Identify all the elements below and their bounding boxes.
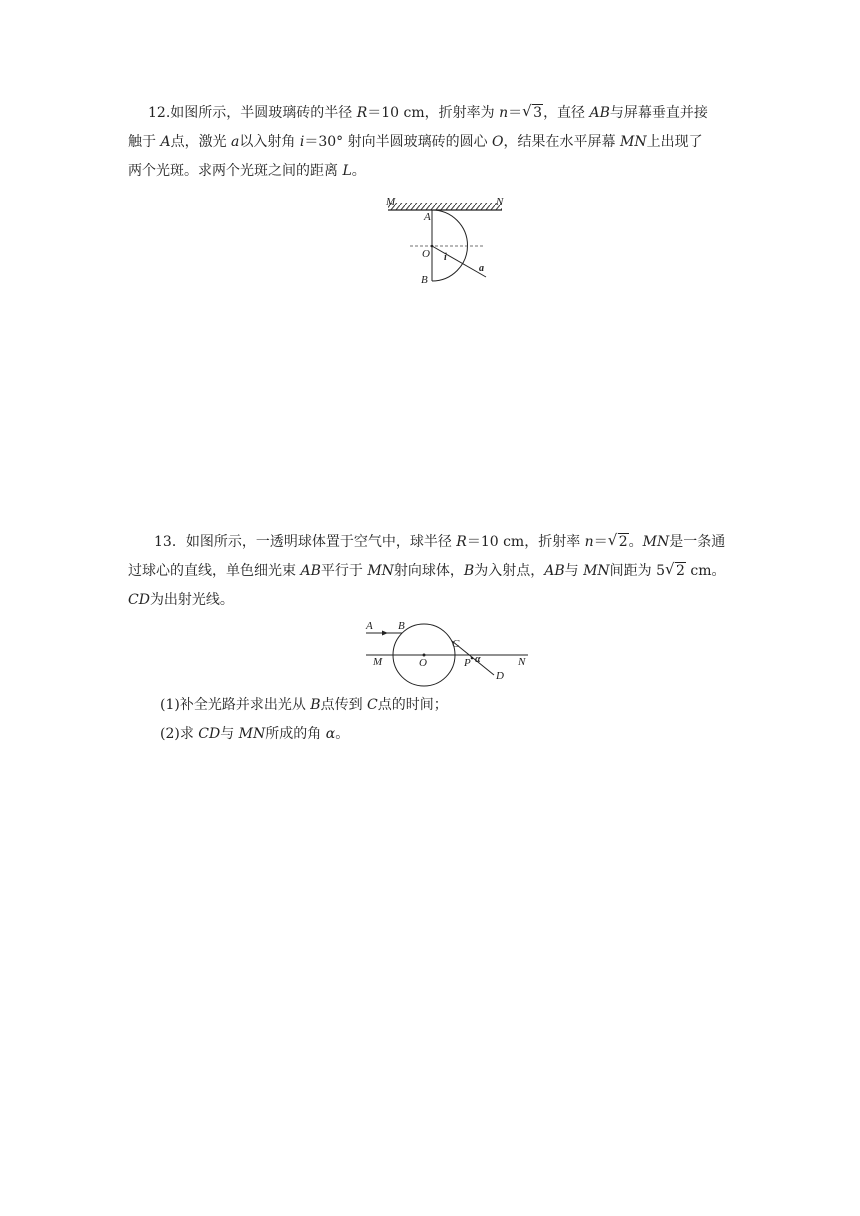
var-CD: CD: [128, 592, 150, 608]
var-n: n: [584, 534, 594, 550]
var-a: a: [231, 134, 240, 150]
text: ，结果在水平屏幕: [503, 134, 620, 150]
sub-question-1: [160, 691, 448, 720]
var-C: C: [367, 697, 378, 713]
label-D: D: [496, 670, 504, 682]
text: 与屏幕垂直并接: [609, 105, 708, 121]
text: 触于: [128, 134, 161, 150]
text: 。: [335, 726, 350, 742]
label-M: M: [373, 656, 383, 668]
text: ＝10 cm，折射率: [466, 534, 585, 550]
var-MN: MN: [583, 563, 610, 579]
text: 。: [628, 534, 643, 550]
question-number: 12.: [148, 105, 171, 121]
var-MN: MN: [619, 134, 647, 150]
question-13-text: [128, 528, 740, 615]
label-P: P: [464, 657, 471, 669]
text: 为出射光线。: [149, 592, 234, 608]
label-N: N: [518, 656, 526, 668]
text: cm。: [685, 563, 726, 579]
text: 平行于: [320, 563, 368, 579]
label-M: M: [386, 196, 396, 208]
var-AB: AB: [300, 563, 321, 579]
label-N: N: [496, 196, 504, 208]
figure-sphere: [360, 617, 535, 687]
text: 所成的角: [265, 726, 326, 742]
question-12-text: [128, 99, 740, 186]
text: 为入射点，: [474, 563, 545, 579]
question-number: 13．: [154, 534, 186, 550]
var-AB: AB: [589, 105, 610, 121]
sub-question-2: [160, 720, 349, 749]
var-O: O: [492, 134, 504, 150]
text: 是一条通: [669, 534, 726, 550]
text: 与: [220, 726, 239, 742]
sqrt-radicand: 2: [676, 563, 685, 579]
var-B: B: [310, 697, 321, 713]
point-P: [471, 657, 474, 660]
text: 点的时间；: [377, 697, 448, 713]
text: (1)补全光路并求出光从: [160, 697, 311, 713]
sqrt-3: [523, 99, 543, 128]
label-i: i: [444, 252, 447, 263]
sqrt-2: [666, 557, 686, 586]
text: ＝10 cm，折射率为: [367, 105, 500, 121]
var-CD: CD: [198, 726, 221, 742]
text: ＝30° 射向半圆玻璃砖的圆心: [304, 134, 493, 150]
var-R: R: [456, 534, 467, 550]
text: (2)求: [160, 726, 199, 742]
label-O: O: [422, 248, 430, 260]
semicircle-arc: [432, 210, 468, 281]
text: 点，激光: [170, 134, 232, 150]
sqrt-radicand: 2: [618, 534, 628, 550]
var-R: R: [356, 105, 368, 121]
text: 。: [351, 163, 366, 179]
text: 与: [564, 563, 584, 579]
q13-line-1: [128, 528, 740, 557]
var-AB: AB: [544, 563, 565, 579]
var-A: A: [160, 134, 171, 150]
arrow-icon: [382, 631, 388, 636]
q12-line-1: [128, 99, 740, 128]
var-i: i: [299, 134, 305, 150]
text: 上出现了: [646, 134, 703, 150]
screen-hatch: [388, 203, 502, 210]
laser-ray-a: [432, 246, 486, 277]
text: 射向球体，: [393, 563, 464, 579]
label-B: B: [421, 274, 428, 286]
sqrt-radicand: 3: [533, 105, 543, 121]
text: 点传到: [320, 697, 368, 713]
text: 两个光斑。求两个光斑之间的距离: [128, 163, 343, 179]
label-a: a: [479, 263, 484, 274]
label-B: B: [398, 620, 405, 632]
center-point: [431, 245, 434, 248]
text: 如图所示，半圆玻璃砖的半径: [170, 105, 357, 121]
var-B: B: [463, 563, 475, 579]
label-A: A: [366, 620, 373, 632]
text: 过球心的直线，单色细光束: [128, 563, 301, 579]
var-n: n: [499, 105, 509, 121]
q12-line-2: [128, 128, 740, 157]
label-C: C: [452, 638, 460, 650]
var-alpha: α: [325, 726, 336, 742]
q13-line-3: [128, 586, 740, 615]
text: 如图所示，一透明球体置于空气中，球半径: [185, 534, 457, 550]
q13-line-2: [128, 557, 740, 586]
text: 间距为 5: [609, 563, 666, 579]
var-MN: MN: [367, 563, 394, 579]
var-L: L: [342, 163, 352, 179]
sqrt-2: [609, 528, 629, 557]
text: ，直径: [543, 105, 590, 121]
var-MN: MN: [642, 534, 670, 550]
label-alpha: α: [475, 654, 481, 665]
text: ＝: [508, 105, 523, 121]
var-MN: MN: [238, 726, 266, 742]
label-O: O: [419, 657, 427, 669]
text: 以入射角: [239, 134, 300, 150]
label-A: A: [424, 211, 431, 223]
figure-semicircle-glass: [380, 193, 510, 293]
text: ＝: [593, 534, 608, 550]
q12-line-3: [128, 157, 740, 186]
